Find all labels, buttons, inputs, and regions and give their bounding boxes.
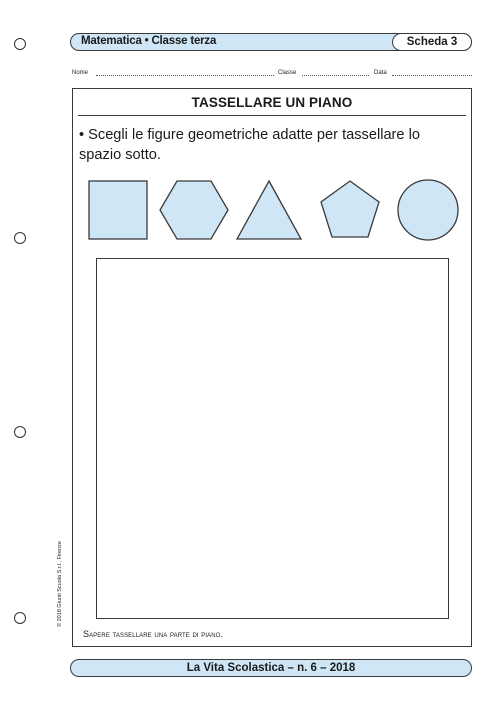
- tessellation-area[interactable]: [96, 258, 449, 619]
- exercise-box: [72, 88, 472, 647]
- binder-hole-1: [14, 38, 26, 50]
- learning-objective: Sapere tassellare una parte di piano.: [83, 629, 224, 639]
- subject-label: Matematica • Classe terza: [81, 35, 217, 47]
- shape-options: [85, 179, 465, 243]
- binder-hole-3: [14, 426, 26, 438]
- square-shape[interactable]: [89, 181, 147, 239]
- date-label: Data: [374, 70, 387, 76]
- date-field[interactable]: [392, 75, 472, 76]
- copyright-note: © 2018 Giunti Scuola S.r.l., Firenze: [57, 541, 63, 627]
- class-field[interactable]: [302, 75, 369, 76]
- sheet-tab: Scheda 3: [392, 33, 472, 51]
- student-info-line: [72, 68, 472, 78]
- binder-hole-4: [14, 612, 26, 624]
- binder-hole-2: [14, 232, 26, 244]
- title-divider: [78, 115, 466, 116]
- class-label: Classe: [278, 70, 297, 76]
- hexagon-shape[interactable]: [160, 181, 228, 239]
- circle-shape[interactable]: [398, 180, 458, 240]
- exercise-instruction: • Scegli le figure geometriche adatte per tassellare lo spazio sotto.: [79, 127, 420, 163]
- pentagon-shape[interactable]: [321, 181, 379, 237]
- name-label: Nome: [72, 70, 89, 76]
- triangle-shape[interactable]: [237, 181, 301, 239]
- footer-bar: La Vita Scolastica – n. 6 – 2018: [70, 659, 472, 677]
- exercise-title: TASSELLARE UN PIANO: [191, 95, 353, 110]
- name-field[interactable]: [96, 75, 274, 76]
- header-bar: [70, 33, 472, 51]
